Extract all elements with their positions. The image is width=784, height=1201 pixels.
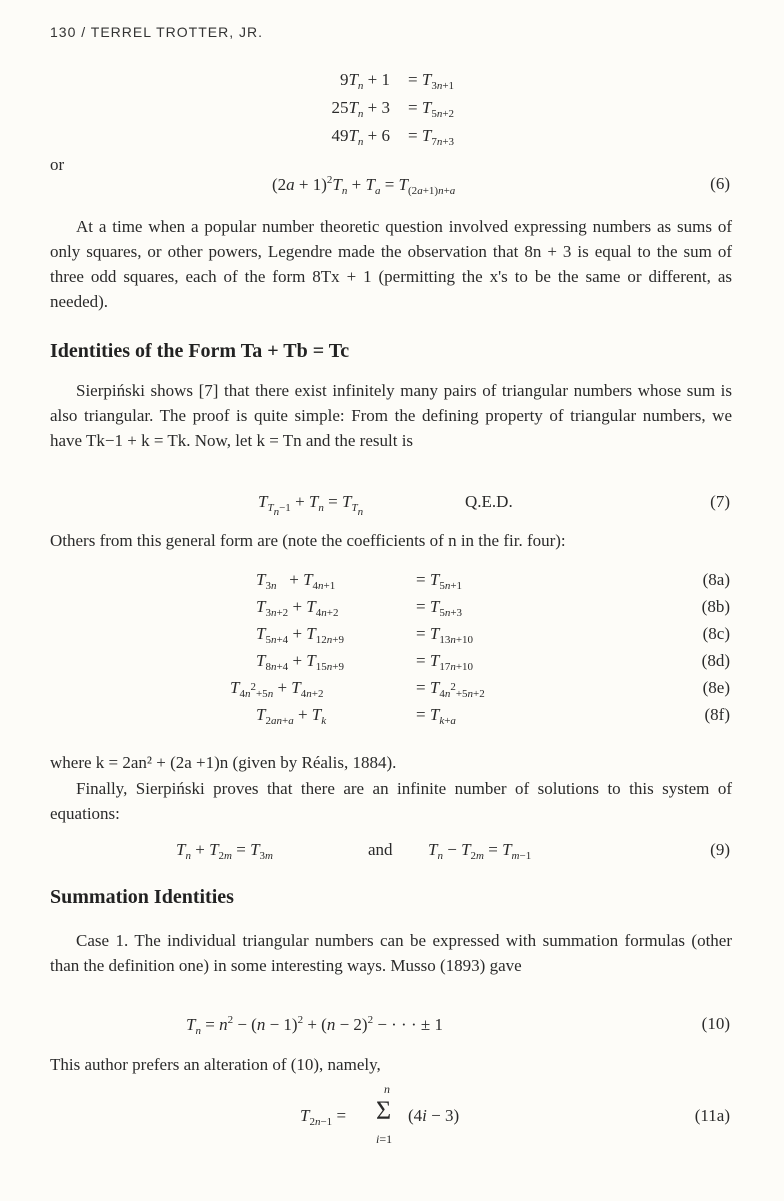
eq-8e-rhs: = $T_{4n^2+5n+2}$ bbox=[416, 678, 485, 700]
eq-8f-lhs: $T_{2an+a} + T_k$ bbox=[256, 705, 327, 727]
paragraph-where: where k = 2an² + (2a +1)n (given by Réalis, 1884). bbox=[50, 753, 397, 772]
running-header: 130 / TERREL TROTTER, JR. bbox=[50, 24, 264, 40]
eq-lhs-3: $49T_n + 6$ bbox=[331, 126, 390, 148]
eq-8a-lhs: $T_{3n} + T_{4n+1}$ bbox=[256, 570, 336, 592]
text-or: or bbox=[50, 155, 65, 174]
eq-8e-number: (8e) bbox=[702, 678, 730, 697]
equation-11a-rhs: (4i − 3) bbox=[408, 1106, 460, 1125]
eq-rhs-2: = $T_{5n+2}$ bbox=[408, 98, 455, 120]
equation-11a-number: (11a) bbox=[694, 1106, 730, 1125]
eq-rhs-1: = $T_{3n+1}$ bbox=[408, 70, 455, 92]
eq-lhs-2: $25T_n + 3$ bbox=[331, 98, 390, 120]
equation-10-number: (10) bbox=[701, 1014, 730, 1033]
eq-8d-number: (8d) bbox=[701, 651, 730, 670]
equation-6-number: (6) bbox=[710, 174, 730, 193]
eq-8f-rhs: = $T_{k+a}$ bbox=[416, 705, 456, 727]
sum-lower-limit: i=1 bbox=[376, 1132, 393, 1146]
equation-11a-lhs: $T_{2n-1}$ = bbox=[300, 1106, 347, 1128]
section-heading-identities: Identities of the Form Ta + Tb = Tc bbox=[50, 340, 350, 362]
equation-9-and: and bbox=[368, 840, 393, 859]
eq-8a-rhs: = $T_{5n+1}$ bbox=[416, 570, 463, 592]
qed-label: Q.E.D. bbox=[465, 492, 513, 511]
eq-8a-number: (8a) bbox=[702, 570, 730, 589]
equation-9-left: $T_n + T_{2m} = T_{3m}$ bbox=[176, 840, 273, 862]
paragraph-alteration: This author prefers an alteration of (10), namely, bbox=[50, 1055, 381, 1074]
sigma-symbol: Σ bbox=[376, 1096, 392, 1125]
paragraph-others: Others from this general form are (note the coefficients of n in the fir. four): bbox=[50, 531, 566, 550]
eq-lhs-1: $9T_n + 1$ bbox=[339, 70, 390, 92]
equation-9-number: (9) bbox=[710, 840, 730, 859]
eq-8b-lhs: $T_{3n+2} + T_{4n+2}$ bbox=[256, 597, 339, 619]
equation-7-number: (7) bbox=[710, 492, 730, 511]
eq-8c-rhs: = $T_{13n+10}$ bbox=[416, 624, 474, 646]
eq-rhs-3: = $T_{7n+3}$ bbox=[408, 126, 455, 148]
paragraph-case1: Case 1. The individual triangular numbers can be expressed with summation formulas (other than the definition one) in some interesting ways. Musso (1893) gave bbox=[50, 931, 732, 975]
eq-8d-rhs: = $T_{17n+10}$ bbox=[416, 651, 474, 673]
equation-10: $T_n = n^2 - (n - 1)^2 + (n - 2)^2$ − · · · ± 1 bbox=[186, 1014, 443, 1037]
equation-7: $T_{T_n-1} + T_n = T_{T_n}$ bbox=[258, 492, 364, 518]
equation-9-right: $T_n - T_{2m} = T_{m-1}$ bbox=[428, 840, 532, 862]
sum-upper-limit: n bbox=[384, 1082, 390, 1096]
paragraph-legendre: At a time when a popular number theoretic question involved expressing numbers as sums of only squares, or other powers, Legendre made the observation that 8n + 3 is equal to the sum of three odd squares, each of the form 8Tx + 1 (permitting the x's to be the same or different, as needed). bbox=[50, 217, 732, 311]
eq-8c-lhs: $T_{5n+4} + T_{12n+9}$ bbox=[256, 624, 344, 646]
eq-8b-rhs: = $T_{5n+3}$ bbox=[416, 597, 463, 619]
equation-6: $(2a + 1)^2T_n + T_a = T_{(2a+1)n+a}$ bbox=[272, 174, 456, 197]
eq-8c-number: (8c) bbox=[702, 624, 730, 643]
eq-8f-number: (8f) bbox=[704, 705, 730, 724]
eq-8e-lhs: $T_{4n^2+5n} + T_{4n+2}$ bbox=[230, 678, 324, 700]
eq-8d-lhs: $T_{8n+4} + T_{15n+9}$ bbox=[256, 651, 344, 673]
section-heading-summation: Summation Identities bbox=[50, 886, 234, 908]
eq-8b-number: (8b) bbox=[701, 597, 730, 616]
paragraph-sierpinski: Sierpiński shows [7] that there exist infinitely many pairs of triangular numbers whose sum is also triangular. The proof is quite simple: From the defining property of triangular numbers, we have Tk−1 + k = Tk. Now, let k = Tn and the result is bbox=[50, 381, 732, 450]
paragraph-finally: Finally, Sierpiński proves that there are an infinite number of solutions to this system of equations: bbox=[50, 779, 732, 823]
